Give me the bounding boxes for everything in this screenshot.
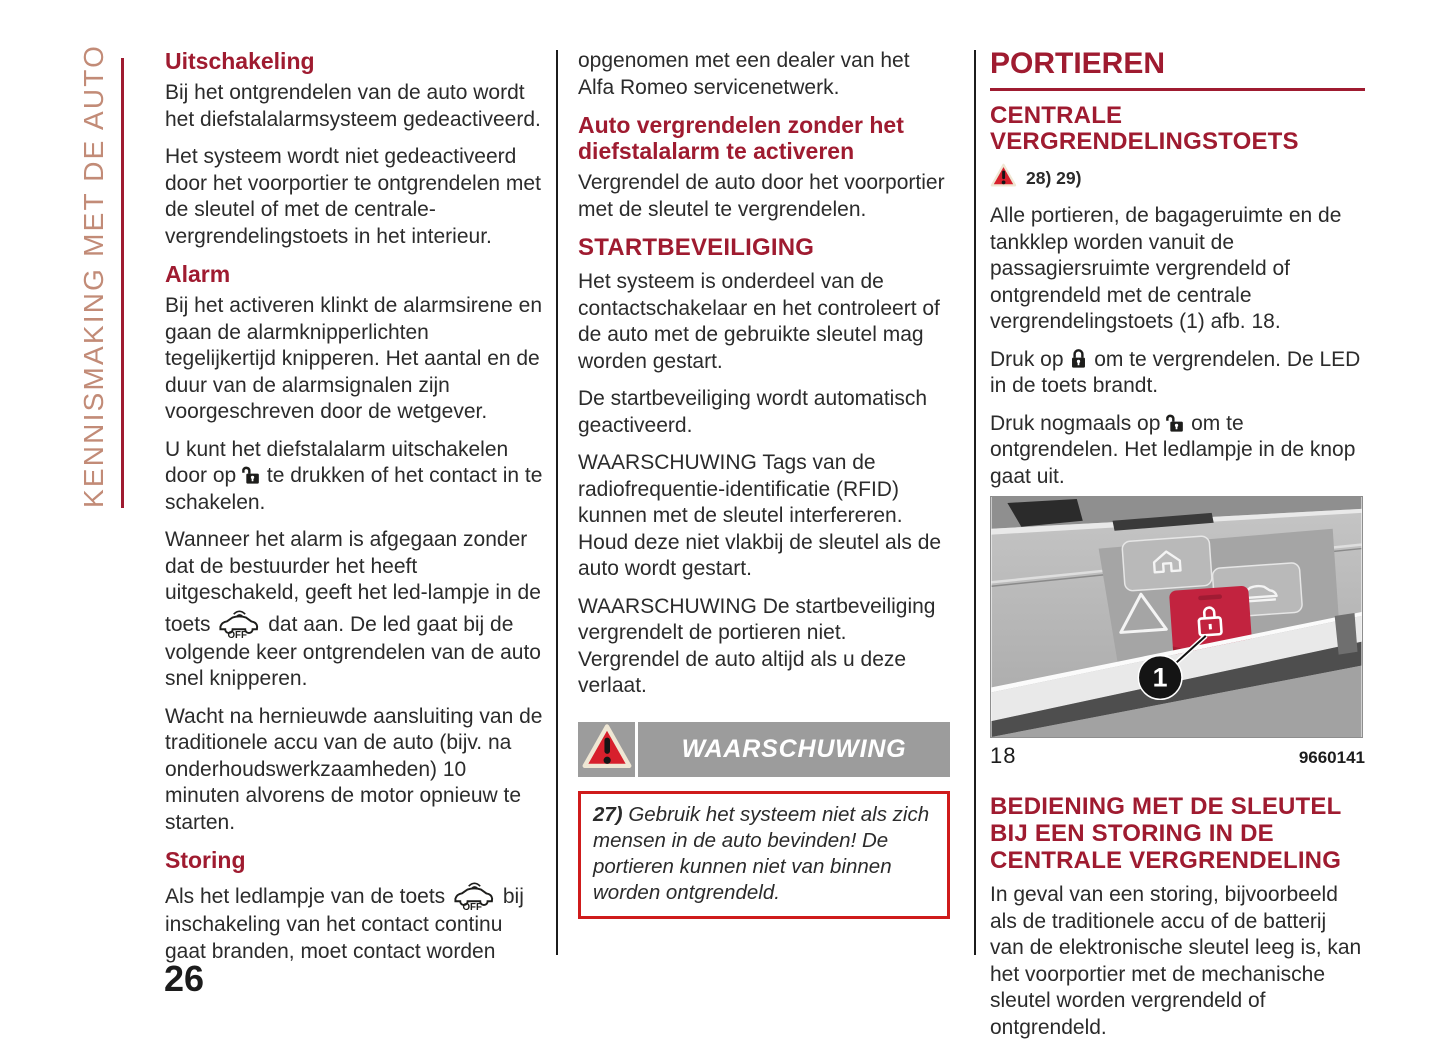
paragraph: Vergrendel de auto door het voorportier met de sleutel te vergrendelen. bbox=[578, 171, 945, 221]
column-2 bbox=[578, 48, 950, 919]
paragraph: Bij het ontgrendelen van de auto wordt het diefstalalarmsysteem gedeactiveerd. bbox=[165, 81, 541, 131]
sidebar-rule bbox=[121, 58, 124, 508]
column-divider bbox=[556, 50, 558, 955]
chapter-sidebar-label: KENNISMAKING MET DE AUTO bbox=[78, 43, 109, 508]
warning-triangle-icon bbox=[990, 163, 1017, 193]
alarm-off-icon bbox=[216, 607, 262, 640]
column-1 bbox=[165, 48, 545, 976]
svg-text:OFF: OFF bbox=[462, 902, 482, 912]
paragraph: WAARSCHUWING De startbeveiliging vergrendelt de portieren niet. Vergrendel de auto altijd als u deze verlaat. bbox=[578, 594, 936, 697]
paragraph bbox=[165, 437, 545, 517]
paragraph bbox=[165, 879, 545, 965]
warning-triangle-icon bbox=[581, 723, 633, 776]
lock-closed-icon bbox=[1069, 347, 1088, 370]
heading-alarm: Alarm bbox=[165, 261, 231, 287]
heading-uitschakeling: Uitschakeling bbox=[165, 48, 315, 74]
warning-banner-title: WAARSCHUWING bbox=[638, 722, 950, 777]
paragraph: Het systeem is onderdeel van de contactschakelaar en het controleert of de auto met de gebruikte sleutel mag worden gestart. bbox=[578, 270, 940, 373]
figure-number: 18 bbox=[990, 743, 1017, 768]
paragraph: In geval van een storing, bijvoorbeeld als de traditionele accu of de batterij van de elektronische sleutel leeg is, kan het voorportier met de mechanische sleutel worden vergrendeld of ontgrendeld. bbox=[990, 883, 1362, 1039]
home-button bbox=[1122, 536, 1213, 592]
paragraph: WAARSCHUWING Tags van de radiofrequentie-identificatie (RFID) kunnen met de sleutel interfereren. Houd deze niet vlakbij de sleutel als de auto wordt gestart. bbox=[578, 451, 942, 580]
lock-open-icon bbox=[1166, 411, 1185, 434]
paragraph: Wacht na hernieuwde aansluiting van de traditionele accu van de auto (bijv. na onderhoudswerkzaamheden) 10 minuten alvorens de motor opnieuw te starten. bbox=[165, 704, 543, 834]
paragraph: Bij het activeren klinkt de alarmsirene en gaan de alarmknipperlichten tegelijkertijd knipperen. Het aantal en de duur van de alarmsignalen zijn voorgeschreven door de wetgever. bbox=[165, 294, 543, 423]
paragraph bbox=[990, 411, 1365, 491]
paragraph: Alle portieren, de bagageruimte en de tankklep worden vanuit de passagiersruimte vergrendeld of ontgrendeld met de centrale vergrendelingstoets (1) afb. 18. bbox=[990, 204, 1342, 333]
warning-refs-row bbox=[990, 163, 1365, 193]
heading-auto-vergrendelen: Auto vergrendelen zonder het diefstalalarm te activeren bbox=[578, 112, 904, 164]
dashboard-photo-illustration bbox=[991, 497, 1362, 737]
paragraph-text: Wanneer het alarm is afgegaan zonder dat de bestuurder het heeft uitgeschakeld, geeft het led-lampje in de toets bbox=[165, 528, 541, 636]
warning-banner-icon-cell bbox=[578, 722, 635, 777]
note-text: Gebruik het systeem niet als zich mensen in de auto bevinden! De portieren kunnen niet van binnen worden ontgrendeld. bbox=[593, 802, 930, 904]
paragraph-text: dat aan. De led gaat bij de volgende keer ontgrendelen van de auto snel knipperen. bbox=[165, 612, 541, 690]
paragraph-text: Als het ledlampje van de toets bbox=[165, 885, 452, 908]
warning-note-box bbox=[578, 791, 950, 919]
paragraph: Het systeem wordt niet gedeactiveerd door het voorportier te ontgrendelen met de sleutel of met de centrale-vergrendelingstoets in het interieur. bbox=[165, 145, 541, 248]
paragraph-text: bij inschakeling van het contact continu gaat branden, moet contact worden bbox=[165, 885, 524, 963]
heading-storing: Storing bbox=[165, 847, 246, 873]
warning-reference-numbers: 28) 29) bbox=[1026, 167, 1082, 188]
paragraph-text: te drukken of het contact in te schakelen. bbox=[165, 464, 543, 514]
paragraph-text: om te ontgrendelen. Het ledlampje in de knop gaat uit. bbox=[990, 411, 1356, 488]
heading-bediening-met-de-sleutel: BEDIENING MET DE SLEUTEL BIJ EEN STORING IN DE CENTRALE VERGRENDELING bbox=[990, 793, 1342, 874]
figure-central-locking-button bbox=[990, 496, 1363, 738]
paragraph-text: Druk nogmaals op bbox=[990, 411, 1167, 435]
paragraph: opgenomen met een dealer van het Alfa Romeo servicenetwerk. bbox=[578, 49, 910, 99]
heading-portieren: PORTIEREN bbox=[990, 48, 1365, 91]
page-number: 26 bbox=[164, 958, 205, 999]
paragraph-text: om te vergrendelen. De LED in de toets brandt. bbox=[990, 347, 1361, 397]
heading-centrale-vergrendelingstoets: CENTRALE VERGRENDELINGSTOETS bbox=[990, 102, 1299, 155]
alarm-off-icon bbox=[451, 879, 497, 912]
lock-open-icon bbox=[242, 463, 261, 486]
paragraph-text: Druk op bbox=[990, 347, 1070, 371]
warning-banner bbox=[578, 722, 950, 777]
paragraph: De startbeveiliging wordt automatisch geactiveerd. bbox=[578, 387, 928, 437]
svg-text:OFF: OFF bbox=[227, 629, 248, 640]
callout-1-marker bbox=[1138, 656, 1182, 700]
paragraph bbox=[990, 347, 1365, 400]
heading-startbeveiliging: STARTBEVEILIGING bbox=[578, 234, 815, 261]
section-heading-wrap bbox=[990, 48, 1365, 91]
note-number: 27) bbox=[593, 802, 623, 826]
paragraph-text: U kunt het diefstalalarm uitschakelen door op bbox=[165, 437, 509, 487]
figure-code: 9660141 bbox=[1298, 748, 1365, 767]
figure-caption bbox=[990, 743, 1365, 769]
svg-text:1: 1 bbox=[1152, 662, 1168, 693]
paragraph bbox=[165, 527, 545, 693]
column-divider bbox=[974, 50, 976, 955]
column-3 bbox=[990, 48, 1365, 1052]
